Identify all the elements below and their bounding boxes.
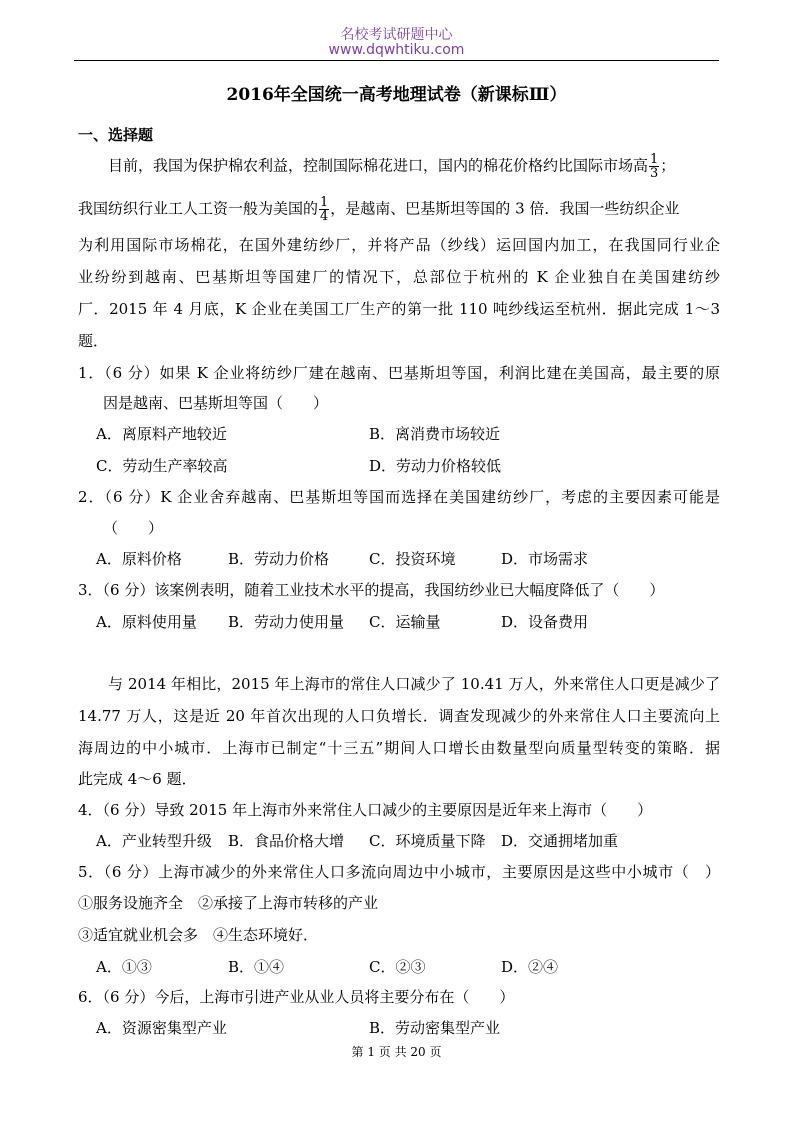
q1-option-d[interactable]: D．劳动力价格较低 — [369, 457, 502, 475]
q5-option-d[interactable]: D．②④ — [501, 958, 559, 976]
q6-option-a[interactable]: A．资源密集型产业 — [96, 1019, 227, 1037]
q3-option-c[interactable]: C．运输量 — [369, 613, 441, 631]
fraction-numerator: 1 — [320, 195, 329, 210]
q2-option-a[interactable]: A．原料价格 — [96, 550, 182, 568]
fraction-one-quarter — [319, 196, 329, 223]
q3-option-b[interactable]: B．劳动力使用量 — [228, 613, 345, 631]
passage1-text: ； — [660, 156, 676, 175]
passage1-text: 我国纺织行业工人工资一般为美国的 — [78, 199, 319, 218]
passage1-line-3: 为利用国际市场棉花，在国外建纺纱厂，并将产品（纱线）运回国内加工，在我国同行业企 — [78, 236, 720, 254]
page-number-footer: 第 1 页 共 20 页 — [351, 1045, 442, 1059]
passage2-line-3: 海周边的中小城市．上海市已制定“十三五”期间人口增长由数量型向质量型转变的策略．据 — [78, 739, 720, 757]
fraction-one-third — [649, 153, 659, 180]
question-4-stem: 4．（6 分）导致 2015 年上海市外来常住人口减少的主要原因是近年来上海市（ ） — [78, 801, 653, 819]
passage1-text: 目前，我国为保护棉农利益，控制国际棉花进口，国内的棉花价格约比国际市场高 — [108, 156, 649, 175]
question-2-stem: 2．（6 分）K 企业舍弃越南、巴基斯坦等国而选择在美国建纺纱厂，考虑的主要因素可能是 — [78, 488, 720, 506]
question-5-statement-2: ③适宜就业机会多 ④生态环境好． — [78, 926, 319, 944]
q2-option-b[interactable]: B．劳动力价格 — [228, 550, 330, 568]
q3-option-d[interactable]: D．设备费用 — [501, 613, 589, 631]
q5-option-b[interactable]: B．①④ — [228, 958, 285, 976]
section-heading: 一、选择题 — [78, 126, 154, 144]
q4-option-d[interactable]: D．交通拥堵加重 — [501, 832, 619, 850]
q2-option-d[interactable]: D．市场需求 — [501, 550, 589, 568]
header-divider — [74, 60, 719, 61]
question-6-stem: 6．（6 分）今后，上海市引进产业从业人员将主要分布在（ ） — [78, 988, 515, 1006]
question-5-stem: 5．（6 分）上海市减少的外来常住人口多流向周边中小城市，主要原因是这些中小城市（ ） — [78, 863, 720, 881]
question-1-stem-cont: 因是越南、巴基斯坦等国（ ） — [103, 394, 329, 412]
page-title: 2016年全国统一高考地理试卷（新课标Ⅲ） — [226, 85, 567, 105]
fraction-numerator: 1 — [650, 152, 659, 167]
q4-option-b[interactable]: B．食品价格大增 — [228, 832, 345, 850]
passage1-line-1 — [108, 153, 720, 180]
q6-option-b[interactable]: B．劳动密集型产业 — [369, 1019, 501, 1037]
q4-option-c[interactable]: C．环境质量下降 — [369, 832, 486, 850]
question-5-statement-1: ①服务设施齐全 ②承接了上海市转移的产业 — [78, 894, 379, 912]
fraction-denominator: 4 — [320, 209, 329, 224]
q2-option-c[interactable]: C．投资环境 — [369, 550, 456, 568]
q1-option-c[interactable]: C．劳动生产率较高 — [96, 457, 228, 475]
passage2-line-2: 14.77 万人，这是近 20 年首次出现的人口负增长．调查发现减少的外来常住人口主要流向上 — [78, 707, 720, 725]
q4-option-a[interactable]: A．产业转型升级 — [96, 832, 212, 850]
site-url[interactable]: www.dqwhtiku.com — [328, 42, 465, 58]
q1-option-b[interactable]: B．离消费市场较近 — [369, 425, 501, 443]
q3-option-a[interactable]: A．原料使用量 — [96, 613, 197, 631]
q1-option-a[interactable]: A．离原料产地较近 — [96, 425, 227, 443]
passage1-line-6: 题． — [78, 332, 109, 350]
passage1-text: ，是越南、巴基斯坦等国的 3 倍．我国一些纺织企业 — [330, 199, 680, 218]
passage1-line-4: 业纷纷到越南、巴基斯坦等国建厂的情况下，总部位于杭州的 K 企业独自在美国建纺纱 — [78, 268, 720, 286]
passage2-line-1: 与 2014 年相比，2015 年上海市的常住人口减少了 10.41 万人，外来常住人口更是减少了 — [108, 675, 720, 693]
site-name: 名校考试研题中心 — [340, 27, 453, 43]
question-2-stem-cont: （ ） — [103, 519, 164, 537]
q5-option-a[interactable]: A．①③ — [96, 958, 152, 976]
q5-option-c[interactable]: C．②③ — [369, 958, 426, 976]
question-3-stem: 3．（6 分）该案例表明，随着工业技术水平的提高，我国纺纱业已大幅度降低了（ ） — [78, 581, 665, 599]
passage1-line-5: 厂．2015 年 4 月底，K 企业在美国工厂生产的第一批 110 吨纱线运至杭州．据此完成 1～3 — [78, 300, 720, 318]
passage2-line-4: 此完成 4～6 题． — [78, 770, 197, 788]
question-1-stem: 1．（6 分）如果 K 企业将纺纱厂建在越南、巴基斯坦等国，利润比建在美国高，最主要的原 — [78, 364, 720, 382]
passage1-line-2 — [78, 196, 720, 223]
fraction-denominator: 3 — [650, 166, 659, 181]
